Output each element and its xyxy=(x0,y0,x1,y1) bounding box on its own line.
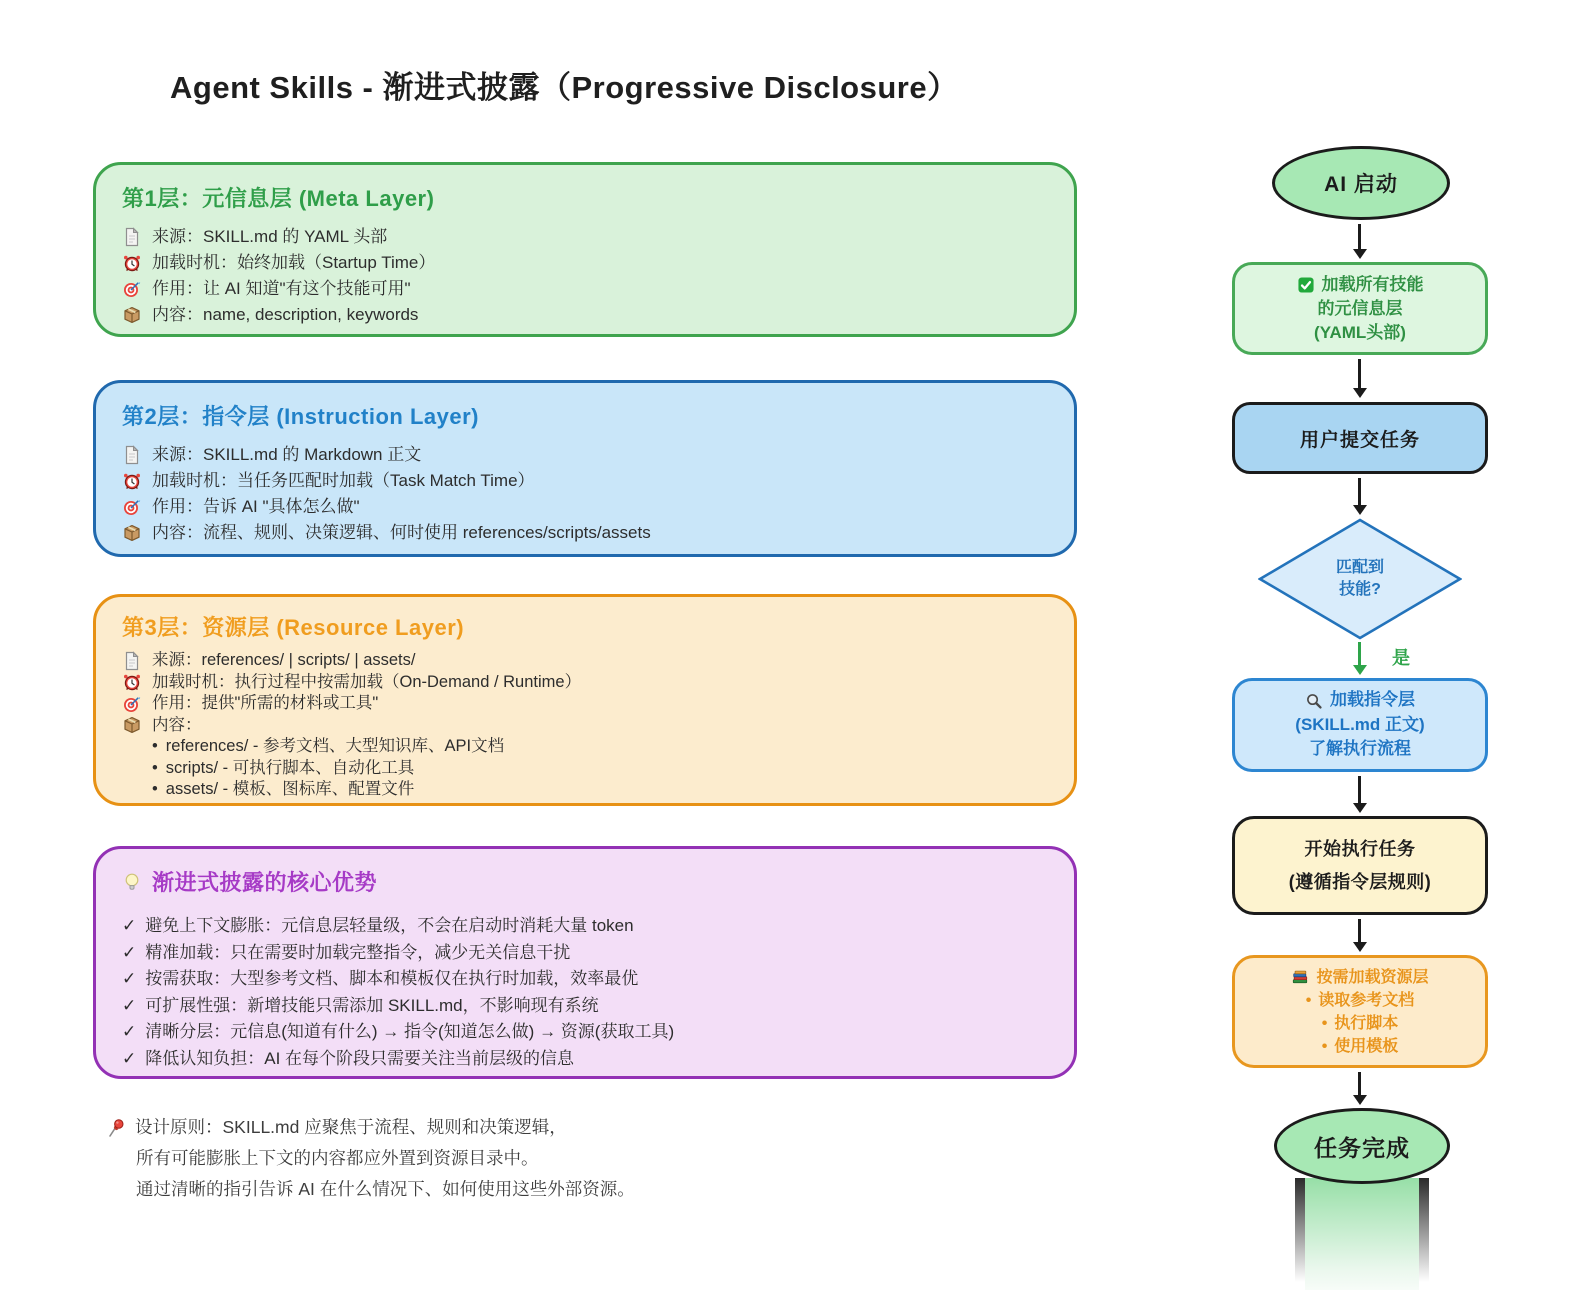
flow-decision-node xyxy=(1258,518,1462,640)
item-text: 来源：SKILL.md 的 Markdown 正文 xyxy=(152,445,422,464)
bullet: • xyxy=(1321,1014,1328,1032)
flow-node-line xyxy=(1318,297,1403,321)
item-text: 加载时机：始终加载（Startup Time） xyxy=(152,253,436,272)
bullet: • xyxy=(152,758,158,777)
bullet: • xyxy=(1305,991,1312,1009)
check-glyph: ✓ xyxy=(122,969,137,988)
sub-item-text: assets/ - 模板、图标库、配置文件 xyxy=(165,780,415,798)
alarm-clock-icon xyxy=(122,471,142,491)
flow-node-line xyxy=(1295,713,1424,738)
flow-node-line xyxy=(1306,989,1415,1012)
package-icon xyxy=(122,715,142,735)
note-line xyxy=(106,1174,746,1205)
target-icon xyxy=(122,497,142,517)
benefit-text: 降低认知负担：AI 在每个阶段只需要关注当前层级的信息 xyxy=(145,1048,575,1068)
flow-start-label: AI 启动 xyxy=(1324,173,1398,196)
benefit-text: 按需获取：大型参考文档、脚本和模板仅在执行时加载，效率最优 xyxy=(145,969,639,988)
flow-node-text: 用户提交任务 xyxy=(1299,429,1420,451)
flow-node-text: (遵循指令层规则) xyxy=(1288,871,1432,892)
item-text: 作用：让 AI 知道"有这个技能可用" xyxy=(152,279,411,298)
note-line xyxy=(106,1143,746,1174)
note-text: 通过清晰的指引告诉 AI 在什么情况下、如何使用这些外部资源。 xyxy=(136,1179,635,1199)
resource-layer-card xyxy=(93,594,1077,806)
benefit-item xyxy=(122,1019,1048,1046)
page-icon xyxy=(122,651,142,671)
pushpin-icon xyxy=(106,1118,126,1138)
benefit-item xyxy=(122,1046,1048,1073)
benefit-item xyxy=(122,913,1048,940)
flow-arrow xyxy=(1358,776,1361,804)
flow-node-text: 了解执行流程 xyxy=(1309,739,1411,759)
list-item xyxy=(122,302,1048,328)
list-item xyxy=(122,276,1048,302)
package-icon xyxy=(122,523,142,543)
item-text: 内容：name, description, keywords xyxy=(152,305,419,324)
item-text: 作用：提供"所需的材料或工具" xyxy=(152,694,379,712)
flow-start-node xyxy=(1272,146,1450,220)
page-icon xyxy=(122,227,142,247)
page-icon xyxy=(122,445,142,465)
check-icon xyxy=(1297,276,1315,294)
flow-yes-label: 是 xyxy=(1392,648,1410,668)
sub-item-text: references/ - 参考文档、大型知识库、API文档 xyxy=(165,737,505,755)
flow-execute-node xyxy=(1232,816,1488,915)
flow-node-line xyxy=(1305,688,1415,713)
list-item xyxy=(122,693,1048,715)
lightbulb-icon xyxy=(122,872,142,892)
design-principle-note xyxy=(106,1112,746,1205)
item-text: 内容：流程、规则、决策逻辑、何时使用 references/scripts/assets xyxy=(152,523,651,542)
sub-item-text: scripts/ - 可执行脚本、自动化工具 xyxy=(165,758,415,777)
flow-node-line xyxy=(1314,321,1406,345)
meta-layer-title: 第1层：元信息层 (Meta Layer) xyxy=(122,186,435,211)
flow-yes-arrow xyxy=(1358,642,1361,666)
benefit-item xyxy=(122,940,1048,967)
flow-node-line xyxy=(1289,866,1432,899)
benefits-title xyxy=(122,866,1048,897)
list-item xyxy=(122,650,1048,672)
benefit-text: 可扩展性强：新增技能只需添加 SKILL.md，不影响现有系统 xyxy=(145,995,599,1015)
flow-node-text: (SKILL.md 正文) xyxy=(1295,714,1425,734)
benefit-item xyxy=(122,966,1048,993)
books-icon xyxy=(1291,968,1309,986)
flow-node-text: 执行脚本 xyxy=(1334,1014,1399,1032)
list-item xyxy=(122,672,1048,694)
flow-user-task-node xyxy=(1232,402,1488,474)
list-item xyxy=(122,494,1048,520)
flow-arrow xyxy=(1358,478,1361,506)
flow-node-line xyxy=(1305,833,1416,866)
list-item xyxy=(122,250,1048,276)
flow-node-text: 按需加载资源层 xyxy=(1316,968,1429,986)
flow-arrow xyxy=(1358,919,1361,943)
flow-node-text: 技能? xyxy=(1339,581,1381,598)
flow-node-line xyxy=(1297,273,1424,297)
flow-arrow xyxy=(1358,359,1361,389)
check-glyph: ✓ xyxy=(122,1022,137,1041)
flow-node-text: 加载指令层 xyxy=(1330,690,1415,710)
sub-list-item xyxy=(122,736,1048,758)
check-glyph: ✓ xyxy=(122,995,137,1015)
flow-node-line xyxy=(1322,1012,1399,1035)
magnifier-icon xyxy=(1305,692,1323,710)
bullet: • xyxy=(152,780,158,798)
resource-layer-title: 第3层：资源层 (Resource Layer) xyxy=(122,615,465,640)
flow-node-line xyxy=(1322,1035,1399,1058)
check-glyph: ✓ xyxy=(122,1048,137,1068)
item-text: 加载时机：当任务匹配时加载（Task Match Time） xyxy=(152,471,535,490)
item-text: 作用：告诉 AI "具体怎么做" xyxy=(152,497,360,516)
item-text: 来源：SKILL.md 的 YAML 头部 xyxy=(152,227,388,246)
target-icon xyxy=(122,694,142,714)
list-item xyxy=(122,442,1048,468)
benefit-text: 清晰分层：元信息(知道有什么) → 指令(知道怎么做) → 资源(获取工具) xyxy=(145,1022,675,1041)
flow-node-text: 匹配到 xyxy=(1335,559,1384,576)
flow-load-resource-node xyxy=(1232,955,1488,1068)
list-item xyxy=(122,224,1048,250)
check-glyph: ✓ xyxy=(122,942,137,962)
flow-node-text: (YAML头部) xyxy=(1314,322,1406,342)
sub-list-item xyxy=(122,779,1048,801)
smear-artifact xyxy=(1305,1178,1419,1290)
target-icon xyxy=(122,279,142,299)
flow-arrow xyxy=(1358,1072,1361,1096)
flow-node-text: 开始执行任务 xyxy=(1304,838,1416,859)
benefit-text: 避免上下文膨胀：元信息层轻量级，不会在启动时消耗大量 token xyxy=(145,916,634,935)
meta-layer-card xyxy=(93,162,1077,337)
list-item xyxy=(122,468,1048,494)
alarm-clock-icon xyxy=(122,253,142,273)
note-text: 设计原则：SKILL.md 应聚焦于流程、规则和决策逻辑， xyxy=(135,1117,567,1137)
package-icon xyxy=(122,305,142,325)
flow-load-meta-node xyxy=(1232,262,1488,355)
flow-node-text: 加载所有技能 xyxy=(1321,274,1424,294)
item-text: 加载时机：执行过程中按需加载（On-Demand / Runtime） xyxy=(152,672,582,691)
smear-artifact-edge xyxy=(1419,1178,1429,1282)
benefits-title-text: 渐进式披露的核心优势 xyxy=(152,870,378,895)
sub-list-item xyxy=(122,758,1048,780)
bullet: • xyxy=(152,737,158,755)
flow-node-text: 读取参考文档 xyxy=(1318,991,1415,1009)
item-text: 内容： xyxy=(152,715,202,734)
list-item xyxy=(122,715,1048,737)
benefits-card xyxy=(93,846,1077,1079)
flow-end-label: 任务完成 xyxy=(1314,1134,1410,1161)
page-title: Agent Skills - 渐进式披露（Progressive Disclosure） xyxy=(170,70,959,105)
flow-decision-label xyxy=(1258,518,1462,640)
benefit-item xyxy=(122,993,1048,1020)
flow-node-line xyxy=(1309,737,1411,762)
benefit-text: 精准加载：只在需要时加载完整指令，减少无关信息干扰 xyxy=(145,942,571,962)
flow-end-node xyxy=(1274,1108,1450,1184)
flow-node-line xyxy=(1291,966,1428,989)
flow-arrow xyxy=(1358,224,1361,250)
instruction-layer-title: 第2层：指令层 (Instruction Layer) xyxy=(122,404,479,429)
alarm-clock-icon xyxy=(122,672,142,692)
instruction-layer-card xyxy=(93,380,1077,557)
flow-load-instruction-node xyxy=(1232,678,1488,772)
note-text: 所有可能膨胀上下文的内容都应外置到资源目录中。 xyxy=(136,1148,539,1168)
flow-node-text: 的元信息层 xyxy=(1317,298,1403,318)
item-text: 来源：references/ | scripts/ | assets/ xyxy=(152,651,416,669)
list-item xyxy=(122,520,1048,546)
flow-node-text: 使用模板 xyxy=(1334,1037,1399,1055)
check-glyph: ✓ xyxy=(122,916,137,935)
bullet: • xyxy=(1321,1037,1328,1055)
note-line xyxy=(106,1112,746,1143)
smear-artifact-edge xyxy=(1295,1178,1305,1282)
